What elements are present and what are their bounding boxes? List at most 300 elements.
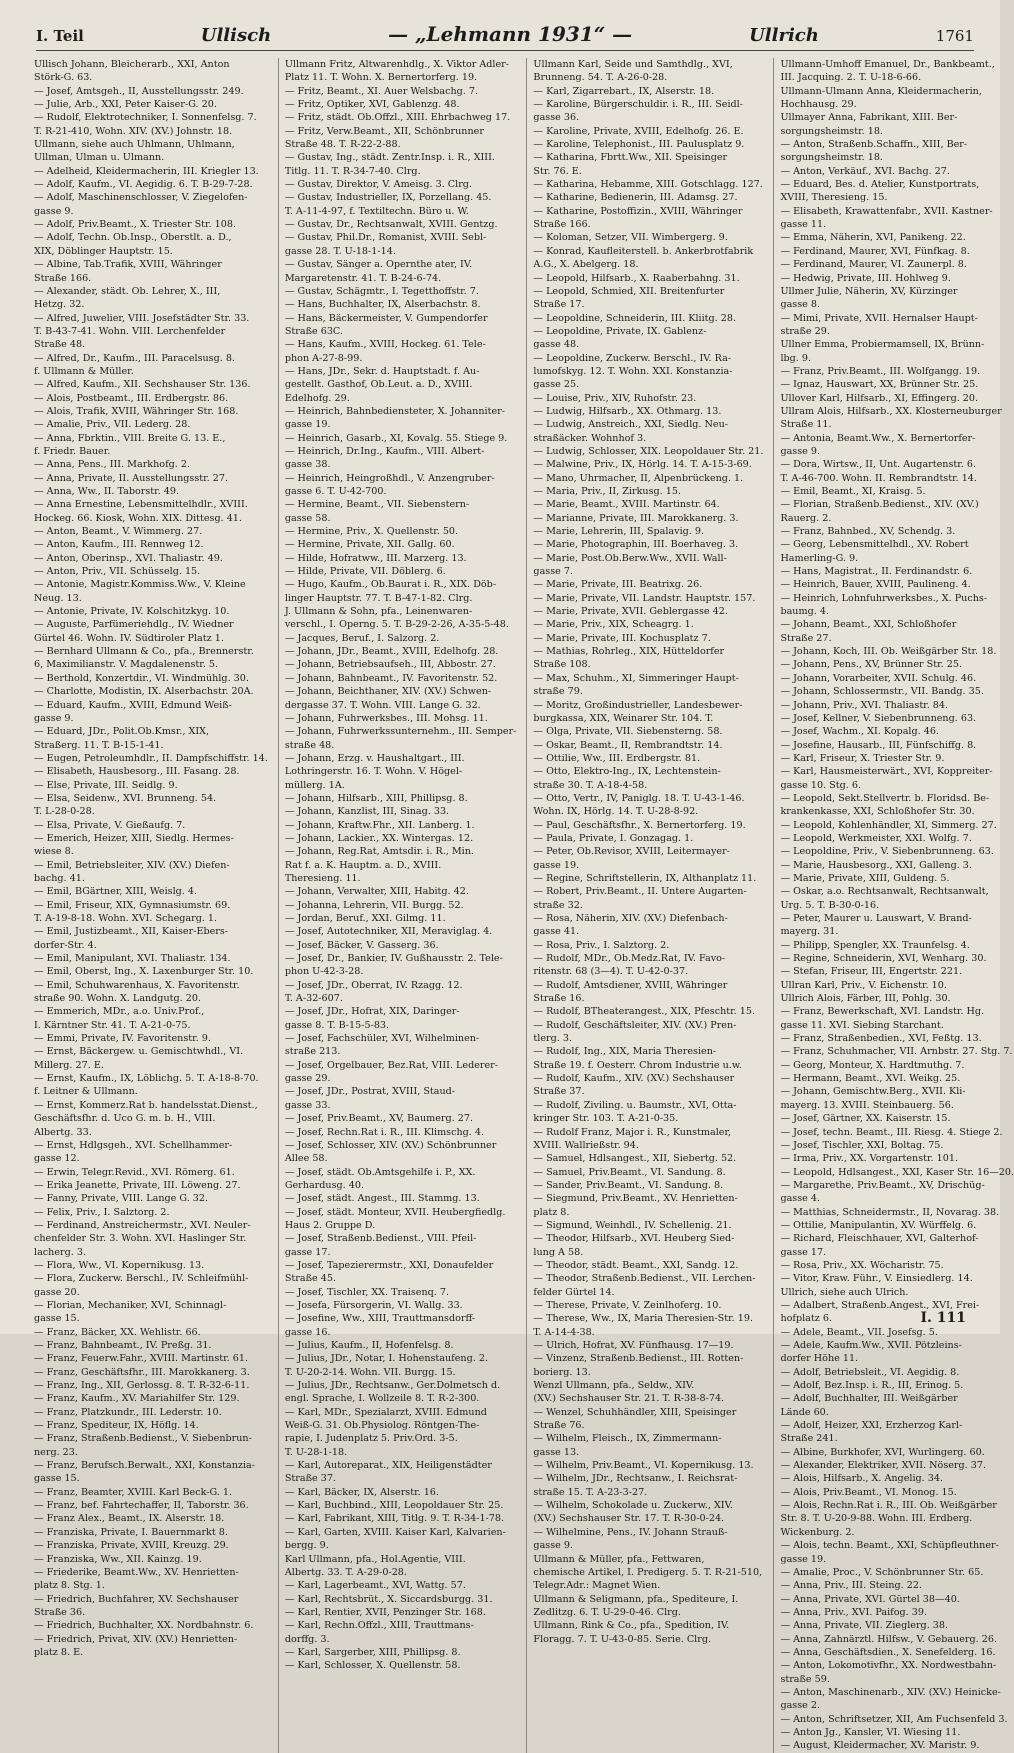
directory-entry-line: — Georg, Monteur, X. Hardtmuthg. 7.: [780, 1059, 965, 1071]
directory-entry-line: — Adolf, Heizer, XXI, Erzherzog Karl-: [780, 1420, 963, 1432]
directory-entry-line: — Johann, Kanzlist, III, Sinag. 33.: [284, 806, 450, 818]
directory-entry-line: — Julius, JDr., Notar, I. Hohenstaufeng. 2.: [284, 1353, 488, 1365]
directory-entry-line: — Leopold, Kohlenhändler, XI, Simmerg. 27.: [780, 819, 997, 831]
directory-entry-line: — Emil, Friseur, XIX, Gymnasiumstr. 69.: [34, 899, 231, 911]
directory-entry-line: gasse 48.: [533, 339, 580, 351]
directory-entry-line: — Karl, Lagerbeamt., XVI, Wattg. 57.: [284, 1580, 466, 1592]
directory-entry-line: — Koloman, Setzer, VII. Wimbergerg. 9.: [533, 232, 728, 244]
directory-entry-line: — Leopold, Sekt.Stellvertr. b. Floridsd. Be-: [780, 792, 990, 804]
directory-entry-line: — Paula, Private, I. Gonzagag. 1.: [533, 832, 694, 844]
directory-entry-line: I. Kärntner Str. 41. T. A-21-0-75.: [34, 1019, 191, 1031]
directory-entry-line: Straße 166.: [533, 219, 591, 231]
directory-entry-line: gasse 19.: [284, 419, 331, 431]
directory-entry-line: — Johann, Betriebsaufseh., III, Abbostr. 27.: [284, 659, 496, 671]
directory-entry-line: — Alexander, städt. Ob. Lehrer, X., III,: [34, 285, 221, 297]
directory-entry-line: — Josef, JDr., Postrat, XVIII, Staud-: [284, 1086, 456, 1098]
directory-entry-line: T. U-28-1-18.: [284, 1446, 348, 1458]
directory-entry-line: — Franz, Bahnbeamt., IV. Preßg. 31.: [34, 1340, 212, 1351]
directory-entry-line: gasse 20.: [34, 1286, 80, 1298]
directory-entry-line: kringer Str. 103. T. A-21-0-35.: [533, 1113, 679, 1125]
directory-entry-line: — Emil, BGärtner, XIII, Weislg. 4.: [34, 886, 198, 898]
directory-entry-line: — Malwine, Priv., IX, Hörlg. 14. T. A-15-3-69.: [533, 459, 752, 471]
directory-entry-line: — Franz, Geschäftsfhr., III. Marokkanerg. 3.: [34, 1366, 250, 1378]
page-number: 1761: [935, 27, 974, 45]
directory-entry-line: Theresieng. 11.: [284, 872, 361, 884]
directory-entry-line: — Alois, Hilfsarb., X. Angelig. 34.: [780, 1473, 944, 1485]
directory-entry-line: straße 90. Wohn. X. Landgutg. 20.: [34, 993, 201, 1005]
directory-entry-line: — Johann, Fuhrwerkssunternehm., III. Semper-: [284, 726, 517, 738]
directory-entry-line: — Alfred, Kaufm., XII. Sechshauser Str. 136.: [34, 379, 251, 391]
column-2: [278, 58, 517, 1753]
directory-entry-line: straße 32.: [533, 899, 583, 911]
directory-entry-line: — Ottilie, Manipulantin, XV. Würffelg. 6.: [780, 1219, 977, 1231]
directory-entry-line: Str. 8. T. U-20-9-88. Wohn. III. Erdberg.: [780, 1513, 973, 1525]
directory-entry-line: — Leopoldine, Private, IX. Gablenz-: [533, 325, 707, 337]
directory-entry-line: — Josef, Kellner, V. Siebenbrunneng. 63.: [780, 712, 977, 724]
directory-entry-line: — Anton, Verkäuf., XVI. Bachg. 27.: [780, 165, 950, 177]
directory-entry-line: — Karl, Garten, XVIII. Kaiser Karl, Kalvarien-: [284, 1526, 506, 1538]
directory-entry-line: lung A 58.: [533, 1246, 584, 1258]
directory-entry-line: — Fritz, Optiker, XVI, Gablenzg. 48.: [284, 99, 460, 111]
directory-entry-line: A.G., X. Abelgerg. 18.: [533, 259, 639, 271]
directory-entry-line: — Karoline, Bürgerschuldir. i. R., III. Seidl-: [533, 99, 743, 111]
directory-entry-line: — Rudolf, Kaufm., XIV. (XV.) Sechshauser: [533, 1073, 735, 1085]
directory-entry-line: — Karl, Autoreparat., XIX, Heiligenstädter: [284, 1460, 492, 1472]
directory-entry-line: — Anton, Priv., VII. Schüsselg. 15.: [34, 566, 201, 578]
directory-entry-line: III. Jacquing. 2. T. U-18-6-66.: [780, 72, 922, 84]
directory-entry-line: — Albine, Burkhofer, XVI, Wurlingerg. 60.: [780, 1446, 985, 1458]
directory-entry-line: gasse 41.: [533, 926, 580, 938]
directory-entry-line: — Rudolf, Amtsdiener, XVIII, Währinger: [533, 979, 728, 991]
directory-entry-line: — Anton, Oberinsp., XVI. Thaliastr. 49.: [34, 552, 223, 564]
directory-entry-line: — Samuel, Hdlsangest., XII, Siebertg. 52.: [533, 1153, 737, 1165]
directory-entry-line: — Franz, Berufsch.Berwalt., XXI, Konstanzia-: [34, 1460, 255, 1472]
directory-entry-line: Rat f. a. K. Hauptm. a. D., XVIII.: [284, 859, 442, 871]
directory-entry-line: T. A-14-4-38.: [533, 1326, 595, 1338]
directory-entry-line: — Katharine, Bedienerin, III. Adamsg. 27.: [533, 192, 738, 204]
directory-entry-line: — Florian, Mechaniker, XVI, Schinnagl-: [34, 1299, 227, 1311]
directory-entry-line: — Anna, Geschäftsdien., X. Senefelderg. 16.: [780, 1646, 996, 1658]
directory-entry-line: verschl., I. Operng. 5. T. B-29-2-26, A-35-5-48.: [284, 619, 509, 631]
directory-entry-line: — Anton, Straßenb.Schaffn., XIII, Ber-: [780, 139, 968, 151]
directory-entry-line: — Emil, Manipulant, XVI. Thaliastr. 134.: [34, 953, 231, 965]
directory-entry-line: — Alfred, Dr., Kaufm., III. Paracelsusg. 8.: [34, 352, 235, 364]
directory-entry-line: Zedlitzg. 6. T. U-29-0-46. Clrg.: [533, 1606, 681, 1618]
directory-entry-line: Ullmann-Ulmann Anna, Kleidermacherin,: [780, 85, 982, 97]
directory-entry-line: — Amalie, Priv., VII. Lederg. 28.: [34, 419, 191, 431]
directory-entry-line: Urg. 5. T. B-30-0-16.: [780, 899, 880, 911]
directory-entry-line: — Johann, Beichthaner, XIV. (XV.) Schwen-: [284, 686, 492, 698]
directory-entry-line: — Ernst, Bäckergew. u. Gemischtwhdl., VI.: [34, 1046, 244, 1058]
directory-entry-line: — Alois, Trafik, XVIII, Währinger Str. 168.: [34, 405, 239, 417]
directory-entry-line: — Adolf, Kaufm., VI. Aegidig. 6. T. B-29-7-28.: [34, 179, 253, 191]
directory-entry-line: — Heinrich, Bauer, XVIII, Paulineng. 4.: [780, 579, 971, 591]
directory-entry-line: — Josef, Tischler, XX. Traisenq. 7.: [284, 1286, 450, 1298]
directory-entry-line: — Moritz, Großindustrieller, Landesbewer-: [533, 699, 743, 711]
directory-entry-line: — Berthold, Konzertdir., VI. Windmühlg. 30.: [34, 672, 249, 684]
directory-entry-line: — Anna, Private, XVI. Gürtel 38—40.: [780, 1593, 960, 1605]
directory-entry-line: sorgungsheimstr. 18.: [780, 152, 883, 164]
directory-entry-line: borierg. 13.: [533, 1366, 591, 1378]
directory-entry-line: — Rudolf, Ing., XIX, Maria Theresien-: [533, 1046, 717, 1058]
directory-entry-line: — Gustav, Dr., Rechtsanwalt, XVIII. Gentzg.: [284, 219, 498, 231]
directory-entry-line: — Gustav, Sänger a. Opernthe ater, IV.: [284, 259, 473, 271]
directory-entry-line: — Max, Schuhm., XI, Simmeringer Haupt-: [533, 672, 739, 684]
directory-entry-line: — Josef, JDr., Hofrat, XIX, Daringer-: [284, 1006, 460, 1018]
directory-entry-line: — Anton, Kaufm., III. Rennweg 12.: [34, 539, 204, 551]
directory-entry-line: gasse 13.: [533, 1446, 580, 1458]
directory-entry-line: — Franz, Spediteur, IX, Höflg. 14.: [34, 1420, 199, 1432]
directory-entry-line: gasse 16.: [284, 1326, 331, 1338]
directory-entry-line: — Franz, Schuhmacher, VII. Arnbstr. 27. Stg. 7.: [780, 1046, 1013, 1058]
directory-entry-line: — Marie, Post.Ob.Berw.Ww., XVII. Wall-: [533, 552, 727, 564]
directory-entry-line: — Adelheid, Kleidermacherin, III. Kriegler 13.: [34, 165, 259, 177]
directory-entry-line: — Anna, Private, VII. Zieglerg. 38.: [780, 1620, 949, 1632]
directory-entry-line: — Wilhelmine, Pens., IV. Johann Strauß-: [533, 1526, 728, 1538]
directory-entry-line: — Leopoldine, Priv., V. Siebenbrunneng. 63.: [780, 846, 994, 858]
directory-entry-line: rapie, I. Judenplatz 5. Priv.Ord. 3-5.: [284, 1433, 458, 1445]
directory-entry-line: — Karoline, Private, XVIII, Edelhofg. 26. E.: [533, 125, 744, 137]
directory-entry-line: — Ferdinand, Maurer, VI. Zaunerpl. 8.: [780, 259, 967, 271]
directory-entry-line: — Friedrich, Buchhalter, XX. Nordbahnstr. 6.: [34, 1620, 254, 1632]
directory-entry-line: — Louise, Priv., XIV, Ruhofstr. 23.: [533, 392, 697, 404]
directory-entry-line: straße 30. T. A-18-4-58.: [533, 779, 648, 791]
directory-entry-line: — Hedwig, Private, III. Hohlweg 9.: [780, 272, 951, 284]
directory-entry-line: — Franziska, Private, I. Bauernmarkt 8.: [34, 1526, 228, 1538]
directory-entry-line: — Marie, Private, III. Beatrixg. 26.: [533, 579, 703, 591]
directory-entry-line: Ullmayer Anna, Fabrikant, XIII. Ber-: [780, 112, 958, 124]
directory-entry-line: gasse 8.: [780, 299, 821, 311]
directory-entry-line: Straßerg. 11. T. B-15-1-41.: [34, 739, 164, 751]
directory-entry-line: Geschäftsfhr. d. Uco G. m. b. H., VIII.: [34, 1113, 216, 1125]
directory-entry-line: — Charlotte, Modistin, IX. Alserbachstr. 20A.: [34, 686, 254, 698]
directory-entry-line: — Josefine, Hausarb., III, Fünfschiffg. 8.: [780, 739, 977, 751]
directory-entry-line: chenfelder Str. 3. Wohn. XVI. Haslinger Str.: [34, 1233, 247, 1245]
directory-entry-line: — Wilhelm, Priv.Beamt., VI. Kopernikusg. 13.: [533, 1460, 754, 1472]
directory-entry-line: — Hans, Bäckermeister, V. Gumpendorfer: [284, 312, 488, 324]
directory-entry-line: — Rosa, Priv., I. Salztorg. 2.: [533, 939, 670, 951]
directory-entry-line: — Karl, Hausmeisterwärt., XVI, Koppreiter-: [780, 766, 993, 778]
directory-entry-line: T. A-11-4-97, f. Textiltechn. Büro u. W.: [284, 205, 469, 217]
directory-entry-line: Straße 108.: [533, 659, 591, 671]
directory-entry-line: (XV.) Sechshauser Str. 21. T. R-38-8-74.: [533, 1393, 725, 1405]
directory-entry-line: — Franz, Bäcker, XX. Wehlistr. 66.: [34, 1326, 201, 1338]
directory-entry-line: T. A-32-607.: [284, 993, 343, 1005]
directory-entry-line: — Josef, techn. Beamt., III. Riesg. 4. Stiege 2.: [780, 1126, 1003, 1138]
directory-entry-line: — Franz, bef. Fahrtechaffer, II, Taborstr. 36.: [34, 1500, 249, 1512]
directory-entry-line: — Emil, Beamt., XI, Kraisg. 5.: [780, 486, 926, 497]
directory-entry-line: — Anton, Beamt., V. Wimmerg. 27.: [34, 526, 203, 538]
directory-entry-line: — Elsa, Private, V. Gießaufg. 7.: [34, 819, 186, 831]
directory-entry-line: — Leopold, Hdlsangest., XXI, Kaser Str. 16—20.: [780, 1166, 1014, 1178]
part-label: I. Teil: [36, 27, 84, 45]
directory-entry-line: — Marianne, Private, III. Marokkanerg. 3.: [533, 512, 739, 524]
directory-entry-line: — Adolf, Betriebsleit., VI. Aegidig. 8.: [780, 1366, 960, 1378]
directory-entry-line: — Marie, Priv., XIX, Scheagrg. 1.: [533, 619, 694, 631]
directory-entry-line: — Josef, Autotechniker, XII, Meraviglag. 4.: [284, 926, 493, 938]
directory-entry-line: — Eduard, Kaufm., XVIII, Edmund Weiß-: [34, 699, 232, 711]
directory-entry-line: — Ernst, Kommerz.Rat b. handelsstat.Dienst.,: [34, 1099, 258, 1111]
directory-entry-line: — Johann, Hilfsarb., XIII, Phillipsg. 8.: [284, 792, 468, 804]
directory-entry-line: Ullmann, Rink & Co., pfa., Spedition, IV.: [533, 1620, 730, 1632]
directory-entry-line: — Johann, Priv., XVI. Thaliastr. 84.: [780, 699, 949, 711]
directory-entry-line: Lände 60.: [780, 1406, 829, 1418]
directory-entry-line: Ullran Karl, Priv., V. Eichenstr. 10.: [780, 979, 947, 991]
directory-entry-line: felder Gürtel 14.: [533, 1286, 615, 1298]
directory-entry-line: — Julius, JDr., Rechtsanw., Ger.Dolmetsch d.: [284, 1380, 501, 1392]
directory-entry-line: Straße 11.: [780, 419, 832, 431]
directory-entry-line: — Karl, Buchbind., XIII, Leopoldauer Str. 25.: [284, 1500, 504, 1512]
directory-entry-line: — Josefa, Fürsorgerin, VI. Wallg. 33.: [284, 1299, 463, 1311]
directory-entry-line: — Hermine, Beamt., VII. Siebenstern-: [284, 499, 470, 511]
directory-entry-line: — Josef, Wachm., XI. Kopalg. 46.: [780, 726, 939, 738]
directory-entry-line: — Wilhelm, Fleisch., IX, Zimmermann-: [533, 1433, 722, 1445]
directory-entry-line: — Ferdinand, Anstreichermstr., XVI. Neuler-: [34, 1219, 251, 1231]
directory-entry-line: — Johann, Vorarbeiter, XVII. Schulg. 46.: [780, 672, 977, 684]
directory-entry-line: bergg. 9.: [284, 1540, 329, 1552]
directory-entry-line: Ullmann Karl, Seide und Samthdlg., XVI,: [533, 59, 733, 70]
signature-mark: I. 111: [920, 1310, 966, 1326]
directory-entry-line: f. Friedr. Bauer.: [34, 445, 111, 457]
directory-entry-line: — Hermine, Private, XII. Gallg. 60.: [284, 539, 455, 551]
column-3: [526, 58, 763, 1753]
directory-entry-line: — Josef, JDr., Oberrat, IV. Rzagg. 12.: [284, 979, 463, 991]
directory-entry-line: — Friederike, Beamt.Ww., XV. Henrietten-: [34, 1566, 239, 1578]
directory-entry-line: bachg. 41.: [34, 872, 85, 884]
directory-entry-line: Straße 36.: [34, 1606, 86, 1618]
directory-entry-line: — Ulrich, Hofrat, XV. Fünfhausg. 17—19.: [533, 1340, 734, 1351]
directory-entry-line: — Ferdinand, Maurer, XVI, Fünfkag. 8.: [780, 245, 970, 257]
directory-entry-line: — Anna, Zahnärztl. Hilfsw., V. Gebauerg. 26.: [780, 1633, 998, 1645]
directory-entry-line: — Johann, Schlossermstr., VII. Bandg. 35.: [780, 686, 984, 698]
directory-entry-line: — Hilde, Hofratww., III. Marzerg. 13.: [284, 552, 467, 564]
directory-entry-line: — Erika Jeanette, Private, III. Löweng. 27.: [34, 1179, 241, 1191]
directory-entry-line: dergasse 37. T. Wohn. VIII. Lange G. 32.: [284, 699, 481, 711]
directory-entry-line: sorgungsheimstr. 18.: [780, 125, 883, 137]
directory-entry-line: — Josef, Tapezierermstr., XXI, Donaufelder: [284, 1259, 494, 1271]
column-1: [34, 58, 268, 1753]
directory-entry-line: Störk-G. 63.: [34, 72, 93, 84]
directory-entry-line: — Josef, Fachschüler, XVI, Wilhelminen-: [284, 1033, 480, 1045]
directory-entry-line: gasse 7.: [533, 566, 574, 578]
directory-entry-line: gasse 4.: [780, 1193, 821, 1205]
directory-entry-line: — Hans, Kaufm., XVIII, Hockeg. 61. Tele-: [284, 339, 486, 351]
directory-entry-line: — Ludwig, Anstreich., XXI, Siedlg. Neu-: [533, 419, 729, 431]
directory-entry-line: dorfer Höhe 11.: [780, 1353, 859, 1365]
directory-entry-line: — Vitor, Kraw. Führ., V. Einsiedlerg. 14.: [780, 1273, 973, 1285]
directory-entry-line: — Josef, Dr., Bankier, IV. Gußhausstr. 2. Tele-: [284, 953, 503, 965]
directory-entry-line: gasse 6. T. U-42-700.: [284, 486, 387, 497]
directory-entry-line: gasse 9.: [34, 712, 74, 724]
directory-entry-line: — Albine, Tab.Trafik, XVIII, Währinger: [34, 259, 222, 271]
directory-entry-line: gasse 9.: [780, 445, 821, 457]
directory-entry-line: XVIII, Theresieng. 15.: [780, 192, 888, 204]
directory-entry-line: 6, Maximilianstr. V. Magdalenenstr. 5.: [34, 659, 219, 671]
directory-entry-line: — Josef, Tischler, XXI, Boltag. 75.: [780, 1139, 944, 1151]
directory-entry-line: — Marie, Beamt., XVIII. Martinstr. 64.: [533, 499, 720, 511]
directory-entry-line: — Fanny, Private, VIII. Lange G. 32.: [34, 1193, 209, 1205]
directory-entry-line: — Rudolf, Geschäftsleiter, XIV. (XV.) Pren-: [533, 1019, 737, 1031]
directory-entry-line: Lothringerstr. 16. T. Wohn. V. Högel-: [284, 766, 463, 778]
directory-entry-line: — Leopold, Werkmeister, XXI. Wolfg. 7.: [780, 832, 972, 844]
directory-entry-line: straße 29.: [780, 325, 830, 337]
directory-entry-line: — Alois, techn. Beamt., XXI, Schüpfleuthner-: [780, 1540, 999, 1552]
directory-entry-line: — Karl, Rentier, XVII, Penzinger Str. 168.: [284, 1606, 486, 1618]
directory-entry-line: gasse 9.: [34, 205, 74, 217]
directory-entry-line: — Josefine, Ww., XIII, Trauttmansdorff-: [284, 1313, 476, 1325]
directory-entry-line: — Oskar, a.o. Rechtsanwalt, Rechtsanwalt,: [780, 886, 989, 898]
directory-entry-line: — Georg, Lebensmittelhdl., XV. Robert: [780, 539, 969, 551]
directory-entry-line: T. A-46-700. Wohn. II. Rembrandtstr. 14.: [780, 472, 977, 484]
directory-entry-line: Straße 19. f. Oesterr. Chrom Industrie u.w.: [533, 1059, 742, 1071]
directory-entry-line: straße 48.: [284, 739, 335, 751]
directory-entry-line: Ullmer Julie, Näherin, XV, Kürzinger: [780, 285, 958, 297]
directory-entry-line: — Anna, Priv., XVI. Paifog. 39.: [780, 1606, 928, 1618]
directory-entry-line: Straße 166.: [34, 272, 92, 284]
directory-entry-line: — Samuel, Priv.Beamt., VI. Sandung. 8.: [533, 1166, 726, 1178]
directory-entry-line: — Amalie, Proc., V. Schönbrunner Str. 65.: [780, 1566, 984, 1578]
directory-entry-line: — Julius, Kaufm., II, Hofenfelsg. 8.: [284, 1340, 454, 1351]
directory-entry-line: — August, Kleidermacher, XV. Maristr. 9.: [780, 1740, 980, 1752]
directory-entry-line: — Hilde, Private, VII. Döblerg. 6.: [284, 566, 446, 578]
directory-entry-line: f. Ullmann & Müller.: [34, 365, 134, 377]
directory-entry-line: Ullram Alois, Hilfsarb., XX. Klosterneuburger: [780, 405, 1002, 417]
directory-entry-line: Karl Ullmann, pfa., Hol.Agentie, VIII.: [284, 1553, 466, 1565]
directory-entry-line: Wohn. IX, Hörlg. 14. T. U-28-8-92.: [533, 806, 699, 818]
directory-entry-line: — Rosa, Näherin, XIV. (XV.) Diefenbach-: [533, 913, 728, 924]
directory-entry-line: — Hermann, Beamt., XVI. Weikg. 25.: [780, 1073, 961, 1085]
directory-entry-line: — Emmi, Private, IV. Favoritenstr. 9.: [34, 1033, 211, 1045]
directory-entry-line: Ullmann & Müller, pfa., Fettwaren,: [533, 1553, 705, 1565]
directory-entry-line: tlerg. 3.: [533, 1033, 573, 1045]
directory-entry-line: — Else, Private, III. Seidlg. 9.: [34, 779, 178, 791]
directory-entry-line: — Anton, Maschinenarb., XIV. (XV.) Heinicke-: [780, 1686, 1001, 1698]
directory-entry-line: — Marie, Private, VII. Landstr. Hauptstr. 157.: [533, 592, 756, 604]
directory-entry-line: gasse 36.: [533, 112, 580, 124]
directory-entry-line: — Mathias, Rohrleg., XIX, Hütteldorfer: [533, 646, 725, 658]
directory-entry-line: — Heinrich, Gasarb., XI, Kovalg. 55. Stiege 9.: [284, 432, 508, 444]
directory-entry-line: — Johann, JDr., Beamt., XVIII, Edelhofg. 28.: [284, 646, 499, 658]
directory-entry-line: XIX, Döblinger Hauptstr. 15.: [34, 245, 173, 257]
directory-entry-line: hofplatz 6.: [780, 1313, 832, 1325]
directory-entry-line: Titlg. 11. T. R-34-7-40. Clrg.: [284, 165, 421, 177]
directory-entry-line: T. L-28-0-28.: [34, 806, 95, 818]
directory-entry-line: — Karoline, Telephonist., III. Paulusplatz 9.: [533, 139, 745, 151]
directory-entry-line: — Ludwig, Schlosser, XIX. Leopoldauer Str. 21.: [533, 445, 764, 457]
directory-entry-line: — Hans, JDr., Sekr. d. Hauptstadt. f. Au-: [284, 365, 480, 377]
directory-columns: [34, 58, 1014, 1752]
directory-entry-line: — Marie, Private, III. Kochusplatz 7.: [533, 632, 711, 644]
directory-entry-line: — Leopold, Hilfsarb., X. Raaberbahng. 31.: [533, 272, 740, 284]
directory-entry-line: — Elisabeth, Krawattenfabr., XVII. Kastner-: [780, 205, 993, 217]
directory-entry-line: — Adele, Kaufm.Ww., XVII. Pötzleins-: [780, 1340, 962, 1351]
directory-entry-line: — Karl, Fabrikant, XIII, Titlg. 9. T. R-34-1-78.: [284, 1513, 505, 1525]
directory-entry-line: — Johann, Kraftw.Fhr., XII. Lanberg. 1.: [284, 819, 475, 831]
directory-entry-line: — Ludwig, Hilfsarb., XX. Othmarg. 13.: [533, 405, 722, 417]
directory-entry-line: lumofskyg. 12. T. Wohn. XXI. Konstanzia-: [533, 365, 733, 377]
directory-entry-line: — Siegmund, Priv.Beamt., XV. Henrietten-: [533, 1193, 738, 1205]
directory-entry-line: — Anton, Schriftsetzer, XII, Am Fuchsenfeld 3.: [780, 1713, 1008, 1725]
directory-entry-line: Wickenburg. 2.: [780, 1526, 855, 1538]
directory-entry-line: — Adolf, Maschinenschlosser, V. Ziegelofen-: [34, 192, 248, 204]
directory-entry-line: — Olga, Private, VII. Siebensterng. 58.: [533, 726, 723, 738]
directory-entry-line: J. Ullmann & Sohn, pfa., Leinenwaren-: [284, 606, 473, 618]
directory-entry-line: — Franz, Priv.Beamt., III. Wolfgangg. 19.: [780, 365, 981, 377]
directory-entry-line: Hamerling-G. 9.: [780, 552, 859, 564]
directory-entry-line: gasse 17.: [780, 1246, 827, 1258]
directory-entry-line: — Maria, Priv., II, Zirkusg. 15.: [533, 486, 682, 497]
directory-entry-line: Allee 58.: [284, 1153, 328, 1165]
directory-entry-line: Neug. 13.: [34, 592, 82, 604]
directory-entry-line: Hetzg. 32.: [34, 299, 85, 311]
directory-entry-line: — Alfred, Juwelier, VIII. Josefstädter Str. 33.: [34, 312, 250, 324]
directory-entry-line: — Hermine, Priv., X. Quellenstr. 50.: [284, 526, 459, 538]
directory-entry-line: — Leopoldine, Zuckerw. Berschl., IV. Ra-: [533, 352, 732, 364]
directory-entry-line: — Marie, Private, XIII, Guldeng. 5.: [780, 872, 950, 884]
directory-entry-line: dorffg. 3.: [284, 1633, 330, 1645]
directory-entry-line: Margaretenstr. 41. T. B-24-6-74.: [284, 272, 442, 284]
directory-entry-line: — Anna, Priv., III. Steing. 22.: [780, 1580, 923, 1592]
directory-entry-line: — Fritz, Beamt., XI. Auer Welsbachg. 7.: [284, 85, 479, 97]
directory-entry-line: — Jordan, Beruf., XXI. Gilmg. 11.: [284, 913, 446, 924]
directory-entry-line: — Johann, Bahnbeamt., IV. Favoritenstr. 52.: [284, 672, 498, 684]
directory-entry-line: — Elisabeth, Hausbesorg., III. Fasang. 28.: [34, 766, 240, 778]
directory-entry-line: — Rosa, Priv., XX. Wöcharistr. 75.: [780, 1259, 944, 1271]
directory-entry-line: platz 8. E.: [34, 1646, 84, 1658]
directory-entry-line: — Johann, Pens., XV, Brünner Str. 25.: [780, 659, 962, 671]
directory-entry-line: Straße 48. T. R-22-2-88.: [284, 139, 401, 151]
directory-entry-line: Straße 27.: [780, 632, 832, 644]
directory-entry-line: — Friedrich, Privat, XIV. (XV.) Henrietten-: [34, 1633, 238, 1645]
directory-entry-line: — Franz, Ing., XII, Gerlossg. 8. T. R-32-6-11.: [34, 1380, 250, 1392]
directory-entry-line: — Hans, Buchhalter, IX, Alserbachstr. 8.: [284, 299, 481, 311]
directory-entry-line: — Franz, Straßenb.Bedienst., V. Siebenbrun-: [34, 1433, 252, 1445]
directory-entry-line: — Leopold, Schmied, XII. Breitenfurter: [533, 285, 725, 297]
directory-entry-line: T. A-19-8-18. Wohn. XVI. Schegarg. 1.: [34, 913, 218, 924]
directory-entry-line: — Anton Jg., Kansler, VI. Wiesing 11.: [780, 1726, 961, 1738]
directory-entry-line: — Stefan, Friseur, III, Engertstr. 221.: [780, 966, 963, 978]
directory-entry-line: — Florian, Straßenb.Bedienst., XIV. (XV.): [780, 499, 979, 511]
directory-entry-line: Hockeg. 66. Kiosk, Wohn. XIX. Dittesg. 41.: [34, 512, 242, 524]
directory-entry-line: — Ernst, Hdlgsgeh., XVI. Schellhammer-: [34, 1139, 233, 1151]
directory-entry-line: gasse 11.: [780, 219, 827, 231]
directory-entry-line: gasse 19.: [780, 1553, 827, 1565]
directory-entry-line: — Karl, Zigarrebart., IX, Alserstr. 18.: [533, 85, 715, 97]
directory-entry-line: — Julie, Arb., XXI, Peter Kaiser-G. 20.: [34, 99, 217, 111]
directory-entry-line: (XV.) Sechshauser Str. 17. T. R-30-0-24.: [533, 1513, 725, 1525]
directory-entry-line: — Josef, Gärtner, XX. Kaiserstr. 15.: [780, 1113, 951, 1125]
directory-entry-line: — Gustav, Ing., städt. Zentr.Insp. i. R., XIII.: [284, 152, 495, 164]
directory-entry-line: gasse 15.: [34, 1473, 80, 1485]
directory-entry-line: — Flora, Zuckerw. Berschl., IV. Schleifmühl-: [34, 1273, 249, 1285]
directory-entry-line: gasse 25.: [533, 379, 580, 391]
directory-entry-line: — Antonie, Private, IV. Kolschitzkyg. 10.: [34, 606, 230, 618]
directory-entry-line: mayerg. 13. XVIII. Steinbauerg. 56.: [780, 1099, 954, 1111]
directory-entry-line: — Otto, Vertr., IV, Paniglg. 18. T. U-43-1-46.: [533, 792, 745, 804]
directory-entry-line: gasse 38.: [284, 459, 331, 471]
directory-entry-line: — Auguste, Parfümeriehdlg., IV. Wiedner: [34, 619, 234, 631]
directory-entry-line: — Eduard, Bes. d. Atelier, Kunstportrats,: [780, 179, 980, 191]
directory-entry-line: — Karl, Friseur, X. Triester Str. 9.: [780, 752, 945, 764]
directory-entry-line: — Emil, Oberst, Ing., X. Laxenburger Str. 10.: [34, 966, 254, 978]
directory-entry-line: — Johann, Gemischtw.Berg., XVII. Kli-: [780, 1086, 966, 1098]
directory-entry-line: Ullmann, siehe auch Uhlmann, Uhlmann,: [34, 139, 235, 151]
directory-entry-line: — Johann, Koch, III. Ob. Weißgärber Str. 18.: [780, 646, 997, 658]
directory-entry-line: — Karl, Sargerber, XIII, Phillipsg. 8.: [284, 1646, 461, 1658]
directory-entry-line: — Josef, städt. Ob.Amtsgehilfe i. P., XX.: [284, 1166, 476, 1178]
directory-entry-line: gasse 2.: [780, 1700, 821, 1712]
directory-entry-line: — Mano, Uhrmacher, II, Alpenbrückeng. 1.: [533, 472, 744, 484]
